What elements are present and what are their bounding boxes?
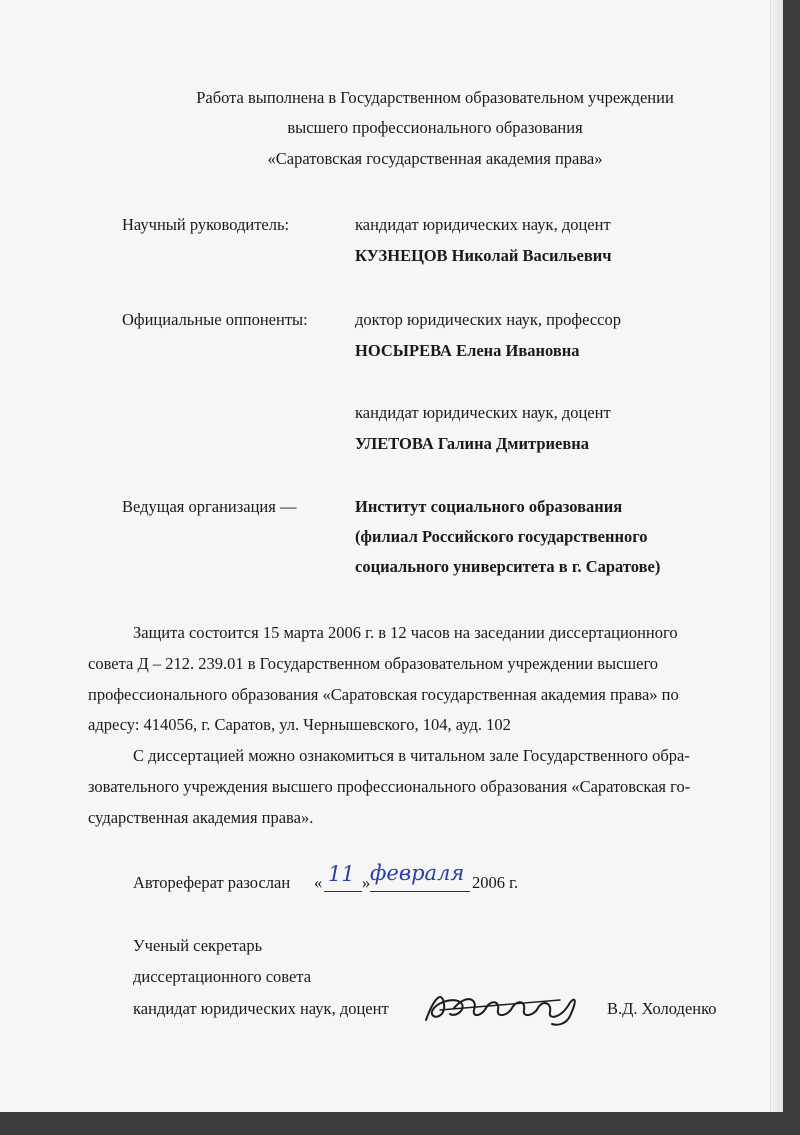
header-line-3: «Саратовская государственная академия права» xyxy=(267,149,603,168)
defense-line-1: Защита состоится 15 марта 2006 г. в 12 часов на заседании диссертационного xyxy=(133,623,678,642)
opponent-1-degree: доктор юридических наук, профессор xyxy=(355,310,622,329)
lead-org-label: Ведущая организация — xyxy=(122,497,297,516)
secretary-line-3: кандидат юридических наук, доцент xyxy=(133,999,389,1018)
opponent-1-name: НОСЫРЕВА Елена Ивановна xyxy=(355,341,580,360)
library-line-1: С диссертацией можно ознакомиться в читальном зале Государственного обра- xyxy=(133,746,690,765)
month-underline xyxy=(370,891,470,892)
supervisor-degree: кандидат юридических наук, доцент xyxy=(355,215,611,234)
mailing-open-quote: « xyxy=(314,873,323,892)
mailing-prefix: Автореферат разослан xyxy=(133,873,291,892)
lead-org-line-2: (филиал Российского государственного xyxy=(355,527,648,546)
lead-org-line-3: социального университета в г. Саратове) xyxy=(355,557,661,576)
secretary-line-2: диссертационного совета xyxy=(133,967,312,986)
mailing-year: 2006 г. xyxy=(472,873,519,892)
opponent-2-name: УЛЕТОВА Галина Дмитриевна xyxy=(355,434,590,453)
mailing-close-quote: » xyxy=(362,873,371,892)
secretary-line-1: Ученый секретарь xyxy=(133,936,263,955)
header-line-1: Работа выполнена в Государственном образовательном учреждении xyxy=(196,88,674,107)
supervisor-label: Научный руководитель: xyxy=(122,215,290,234)
header-line-2: высшего профессионального образования xyxy=(287,118,583,137)
opponents-label: Официальные оппоненты: xyxy=(122,310,308,329)
supervisor-name: КУЗНЕЦОВ Николай Васильевич xyxy=(355,246,612,265)
signature xyxy=(420,980,600,1030)
defense-line-4: адресу: 414056, г. Саратов, ул. Чернышевского, 104, ауд. 102 xyxy=(88,715,511,734)
opponent-2-degree: кандидат юридических наук, доцент xyxy=(355,403,611,422)
day-underline xyxy=(324,891,362,892)
lead-org-line-1: Институт социального образования xyxy=(355,497,623,516)
defense-line-3: профессионального образования «Саратовская государственная академия права» по xyxy=(88,685,679,704)
defense-line-2: совета Д – 212. 239.01 в Государственном образовательном учреждении высшего xyxy=(88,654,659,673)
library-line-3: сударственная академия права». xyxy=(88,808,314,827)
mailing-month: февраля xyxy=(370,861,465,885)
mailing-day: 11 xyxy=(328,862,355,886)
secretary-name: В.Д. Холоденко xyxy=(607,999,717,1018)
library-line-2: зовательного учреждения высшего профессионального образования «Саратовская го- xyxy=(88,777,691,796)
